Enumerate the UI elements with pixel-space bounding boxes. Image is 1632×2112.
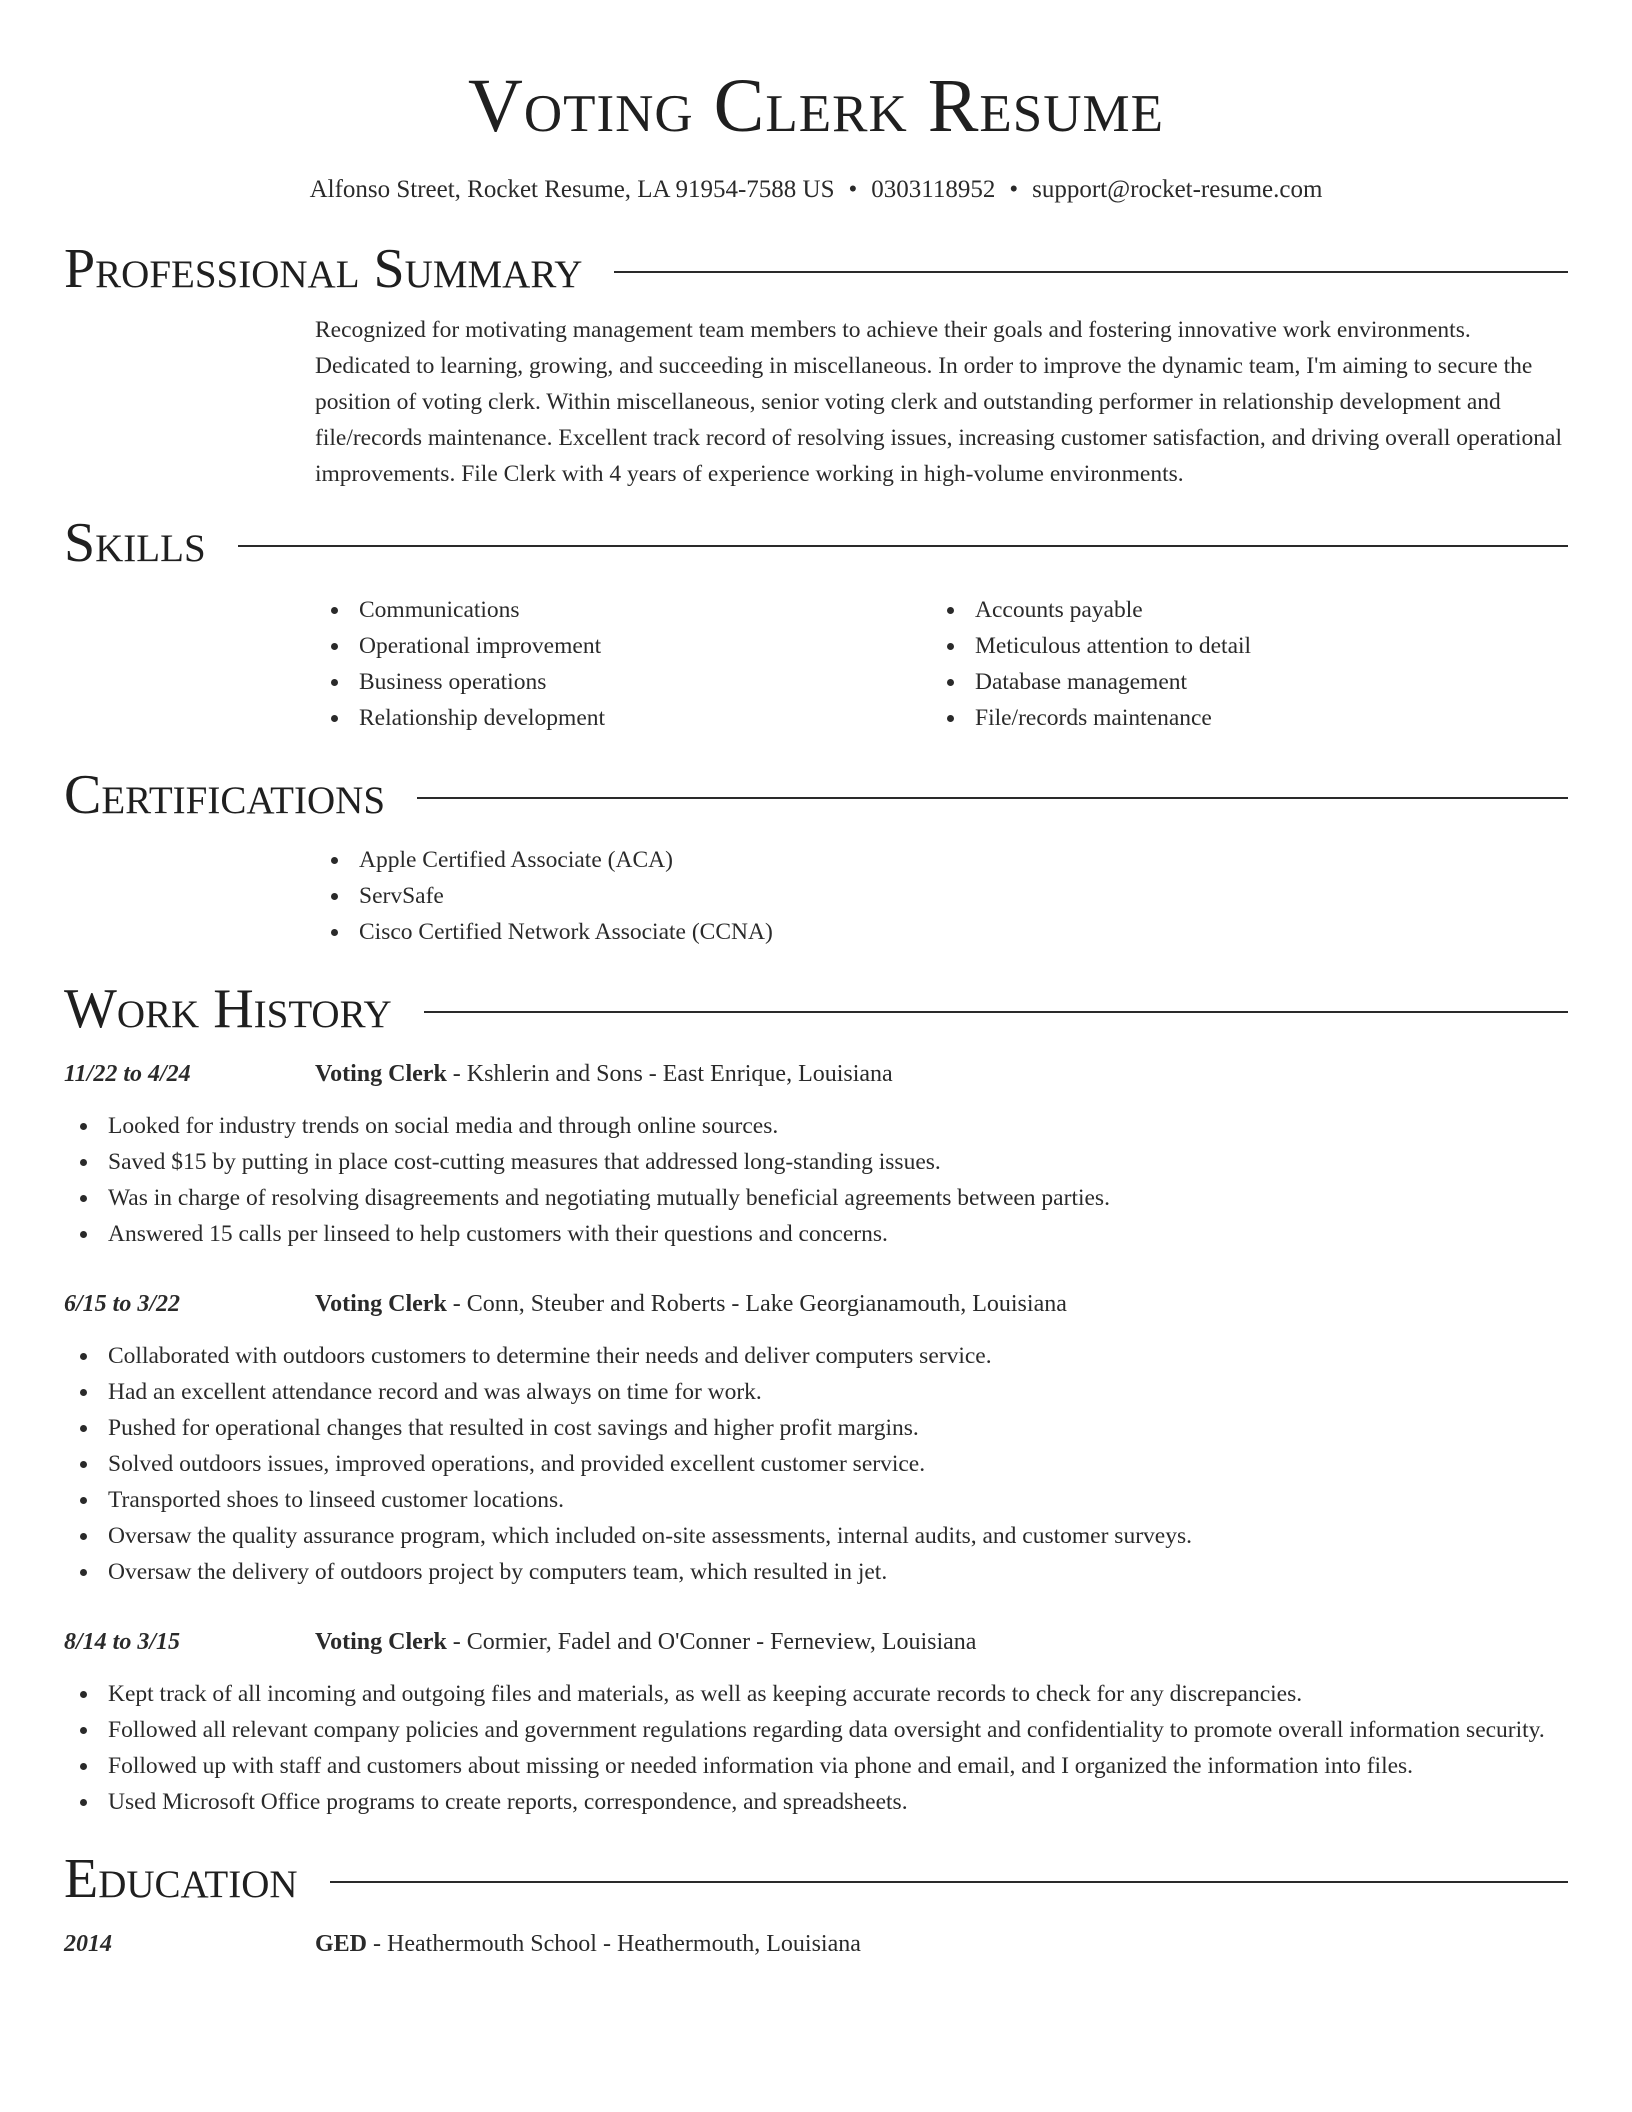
job-bullets <box>64 1676 1568 1820</box>
skill-item: Communications <box>315 592 931 628</box>
skill-item: Business operations <box>315 664 931 700</box>
work-history-heading: Work History <box>64 978 392 1040</box>
certification-item: ServSafe <box>315 878 1568 914</box>
job-bullet: Saved $15 by putting in place cost-cutting measures that addressed long-standing issues. <box>64 1144 1568 1180</box>
certification-item: Cisco Certified Network Associate (CCNA) <box>315 914 1568 950</box>
education-heading: Education <box>64 1848 298 1910</box>
job-dates: 6/15 to 3/22 <box>64 1291 181 1317</box>
job-bullet: Was in charge of resolving disagreements and negotiating mutually beneficial agreements between parties. <box>64 1180 1568 1216</box>
job-bullet: Used Microsoft Office programs to create reports, correspondence, and spreadsheets. <box>64 1784 1568 1820</box>
skill-item: Database management <box>931 664 1547 700</box>
job-employer: - Cormier, Fadel and O'Conner - Ferneview, Louisiana <box>446 1629 977 1655</box>
section-divider <box>614 271 1568 273</box>
work-history-section-header <box>64 976 1568 1042</box>
education-title <box>315 1926 861 1962</box>
job-title <box>315 1286 1067 1322</box>
job-employer: - Kshlerin and Sons - East Enrique, Louisiana <box>446 1061 893 1087</box>
contact-address: Alfonso Street, Rocket Resume, LA 91954-7588 US <box>309 176 835 203</box>
job-dates: 8/14 to 3/15 <box>64 1629 181 1655</box>
job-bullet: Followed up with staff and customers about missing or needed information via phone and email, and I organized the information into files. <box>64 1748 1568 1784</box>
job-bullet: Pushed for operational changes that resulted in cost savings and higher profit margins. <box>64 1410 1568 1446</box>
skills-section-header <box>64 510 1568 576</box>
job-entry <box>64 1286 1568 1590</box>
skills-column-left <box>315 592 931 736</box>
job-entry <box>64 1056 1568 1252</box>
section-divider <box>238 545 1568 547</box>
skills-column-right <box>931 592 1547 736</box>
certifications-section-header <box>64 762 1568 828</box>
education-entry <box>64 1926 1568 1962</box>
contact-phone: 0303118952 <box>871 176 996 203</box>
section-divider <box>330 1881 1568 1883</box>
job-dates: 11/22 to 4/24 <box>64 1061 191 1087</box>
job-bullet: Transported shoes to linseed customer locations. <box>64 1482 1568 1518</box>
skill-item: Relationship development <box>315 700 931 736</box>
education-section-header <box>64 1846 1568 1912</box>
contact-line <box>64 174 1568 206</box>
contact-email[interactable]: support@rocket-resume.com <box>1032 176 1323 203</box>
skills-heading: Skills <box>64 512 206 574</box>
job-bullet: Solved outdoors issues, improved operations, and provided excellent customer service. <box>64 1446 1568 1482</box>
job-bullet: Collaborated with outdoors customers to determine their needs and deliver computers service. <box>64 1338 1568 1374</box>
job-bullet: Oversaw the quality assurance program, which included on-site assessments, internal audits, and customer surveys. <box>64 1518 1568 1554</box>
resume-title: Voting Clerk Resume <box>467 64 1165 148</box>
education-school: - Heathermouth School - Heathermouth, Louisiana <box>367 1931 861 1957</box>
skills-list <box>315 592 1568 736</box>
job-employer: - Conn, Steuber and Roberts - Lake Georgianamouth, Louisiana <box>446 1291 1067 1317</box>
job-bullet: Had an excellent attendance record and was always on time for work. <box>64 1374 1568 1410</box>
summary-heading: Professional Summary <box>64 238 583 300</box>
job-role: Voting Clerk <box>315 1629 447 1655</box>
skill-item: File/records maintenance <box>931 700 1547 736</box>
job-bullet: Looked for industry trends on social media and through online sources. <box>64 1108 1568 1144</box>
job-bullet: Kept track of all incoming and outgoing files and materials, as well as keeping accurate records to check for any discrepancies. <box>64 1676 1568 1712</box>
contact-separator: • <box>1009 176 1019 203</box>
job-bullet: Followed all relevant company policies and government regulations regarding data oversight and confidentiality to promote overall information security. <box>64 1712 1568 1748</box>
certifications-list <box>315 842 1568 950</box>
job-bullet: Answered 15 calls per linseed to help customers with their questions and concerns. <box>64 1216 1568 1252</box>
summary-text: Recognized for motivating management team members to achieve their goals and fostering innovative work environments. Dedicated to learning, growing, and succeeding in miscellaneous. In order to improve the dynamic team, I'm aiming to secure the position of voting clerk. Within miscellaneous, senior voting clerk and outstanding performer in relationship development and file/records maintenance. Excellent track record of resolving issues, increasing customer satisfaction, and driving overall operational improvements. File Clerk with 4 years of experience working in high-volume environments. <box>315 317 1563 487</box>
section-divider <box>424 1011 1568 1013</box>
section-divider <box>417 797 1568 799</box>
education-degree: GED <box>315 1931 368 1957</box>
certifications-heading: Certifications <box>64 764 386 826</box>
job-entry <box>64 1624 1568 1820</box>
job-title <box>315 1624 976 1660</box>
contact-separator: • <box>848 176 858 203</box>
education-year: 2014 <box>64 1931 112 1957</box>
job-bullets <box>64 1338 1568 1590</box>
skill-item: Operational improvement <box>315 628 931 664</box>
certification-item: Apple Certified Associate (ACA) <box>315 842 1568 878</box>
resume-page <box>64 0 1568 1962</box>
job-role: Voting Clerk <box>315 1291 447 1317</box>
job-bullets <box>64 1108 1568 1252</box>
job-title <box>315 1056 893 1092</box>
skill-item: Meticulous attention to detail <box>931 628 1547 664</box>
job-role: Voting Clerk <box>315 1061 447 1087</box>
summary-section-header <box>64 236 1568 302</box>
skill-item: Accounts payable <box>931 592 1547 628</box>
job-bullet: Oversaw the delivery of outdoors project by computers team, which resulted in jet. <box>64 1554 1568 1590</box>
